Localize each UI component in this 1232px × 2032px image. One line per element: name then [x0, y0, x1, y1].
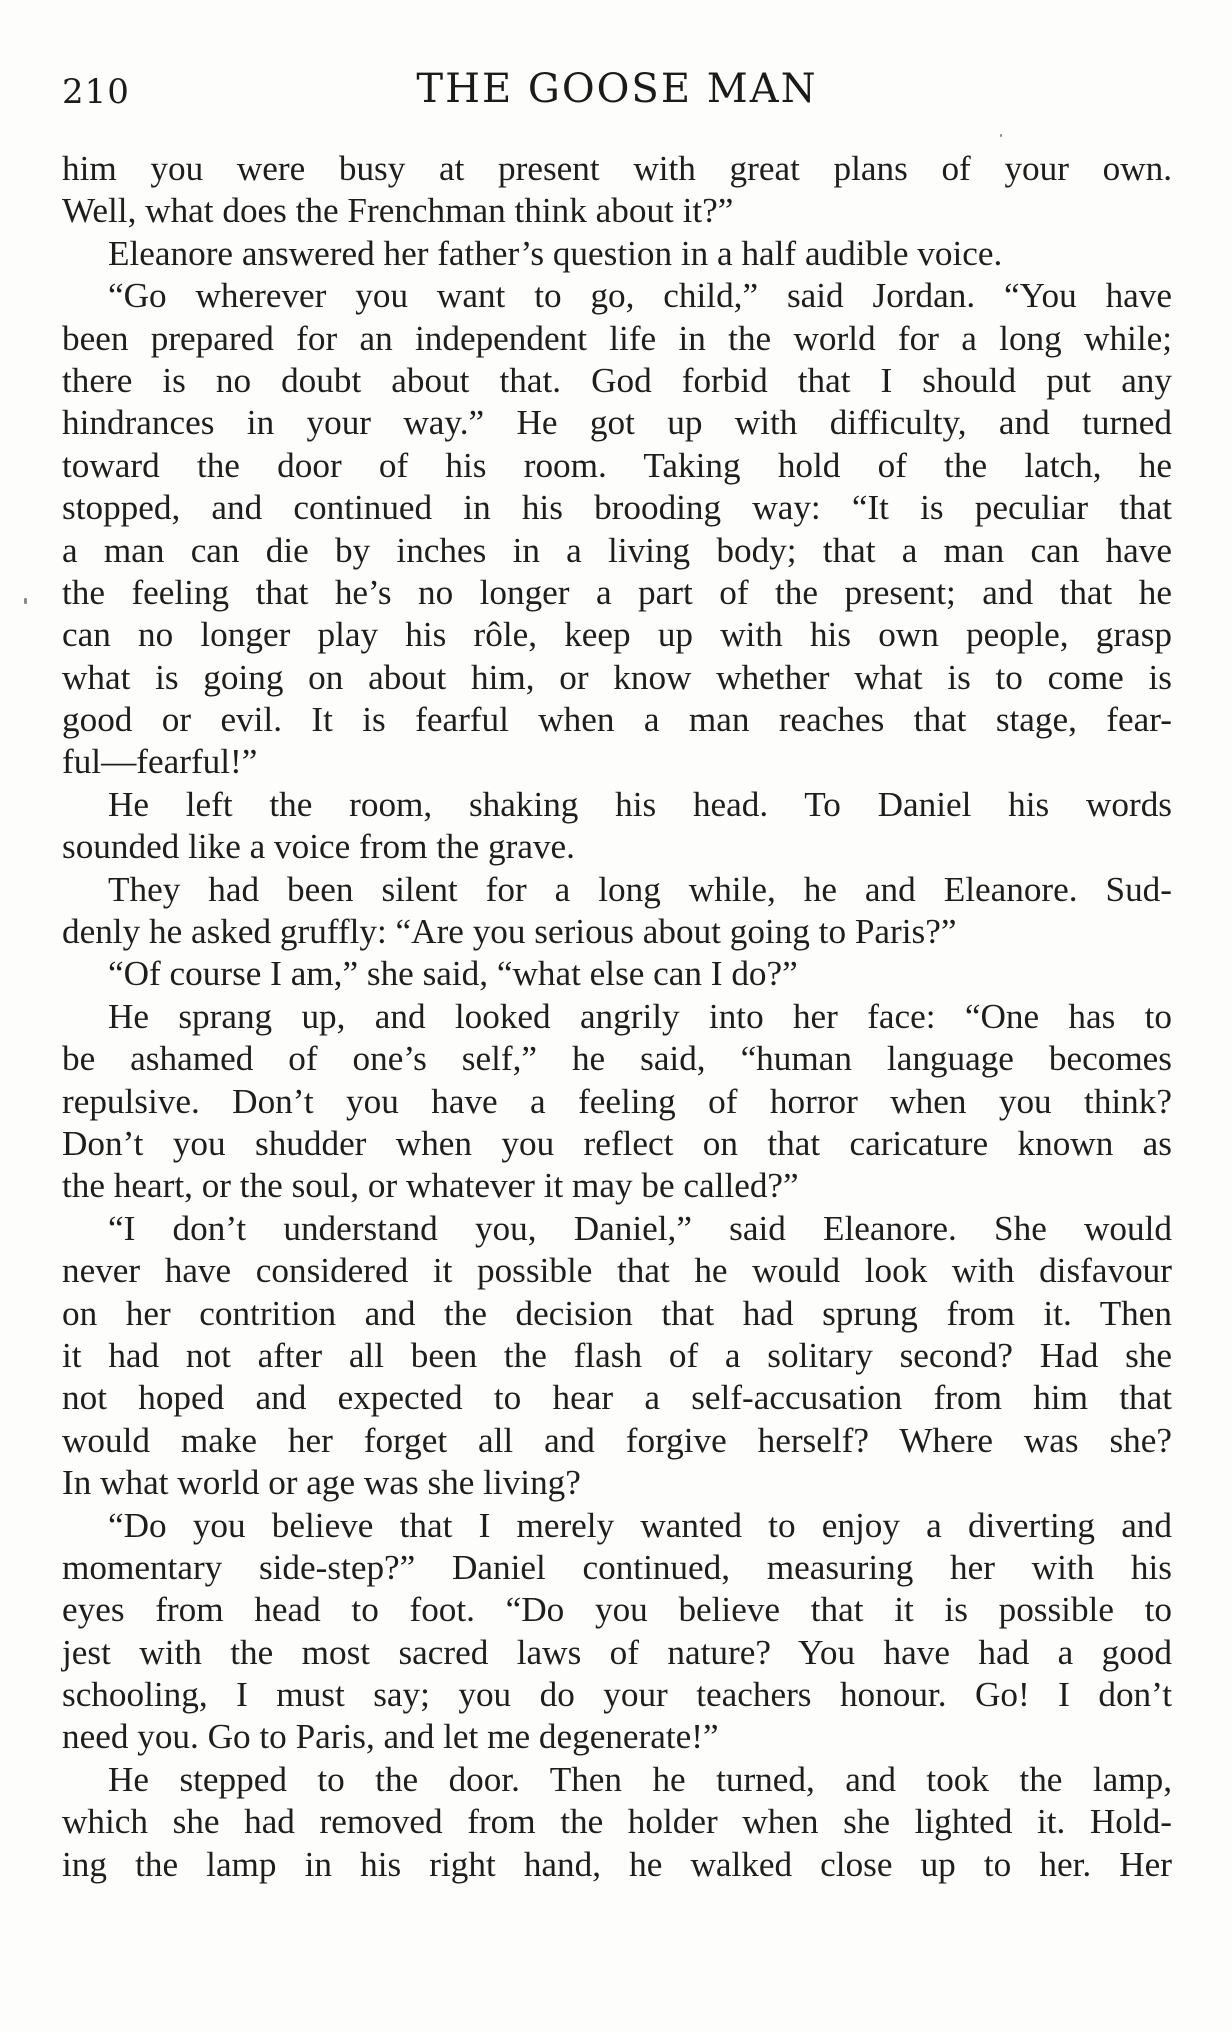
text-line: He sprang up, and looked angrily into her face: “One has to: [108, 996, 1172, 1036]
text-line: on her contrition and the decision that had sprung from it. Then: [62, 1293, 1172, 1333]
print-speck: [24, 598, 27, 604]
text-line: been prepared for an independent life in the world for a long while;: [62, 318, 1172, 358]
text-line: which she had removed from the holder when she lighted it. Hold-: [62, 1802, 1172, 1842]
text-line: denly he asked gruffly: “Are you serious about going to Paris?”: [62, 912, 957, 952]
text-line: He stepped to the door. Then he turned, and took the lamp,: [108, 1759, 1172, 1799]
text-line: hindrances in your way.” He got up with difficulty, and turned: [62, 403, 1172, 443]
text-line: would make her forget all and forgive herself? Where was she?: [62, 1420, 1172, 1460]
text-line: need you. Go to Paris, and let me degenerate!”: [62, 1717, 719, 1757]
text-line: can no longer play his rôle, keep up with his own people, grasp: [62, 615, 1172, 655]
body-text: [62, 148, 1172, 1886]
text-line: the heart, or the soul, or whatever it may be called?”: [62, 1166, 799, 1206]
text-line: Well, what does the Frenchman think about it?”: [62, 191, 734, 231]
text-line: “Do you believe that I merely wanted to enjoy a diverting and: [108, 1505, 1172, 1545]
text-line: toward the door of his room. Taking hold of the latch, he: [62, 445, 1172, 485]
text-line: schooling, I must say; you do your teachers honour. Go! I don’t: [62, 1675, 1172, 1715]
text-line: eyes from head to foot. “Do you believe that it is possible to: [62, 1590, 1172, 1630]
text-line: jest with the most sacred laws of nature? You have had a good: [62, 1632, 1172, 1672]
text-line: the feeling that he’s no longer a part of the present; and that he: [62, 572, 1172, 612]
text-line: ful—fearful!”: [62, 742, 258, 782]
text-line: Eleanore answered her father’s question in a half audible voice.: [108, 233, 1003, 273]
text-line: They had been silent for a long while, he and Eleanore. Sud-: [108, 869, 1172, 909]
print-speck: [1000, 134, 1002, 137]
text-line: what is going on about him, or know whether what is to come is: [62, 657, 1172, 697]
text-line: In what world or age was she living?: [62, 1463, 581, 1503]
text-line: repulsive. Don’t you have a feeling of horror when you think?: [62, 1081, 1172, 1121]
book-title: THE GOOSE MAN: [416, 66, 818, 112]
text-line: be ashamed of one’s self,” he said, “human language becomes: [62, 1039, 1172, 1079]
text-line: “Go wherever you want to go, child,” said Jordan. “You have: [108, 276, 1172, 316]
text-line: a man can die by inches in a living body; that a man can have: [62, 530, 1172, 570]
text-line: Don’t you shudder when you reflect on that caricature known as: [62, 1123, 1172, 1163]
text-line: it had not after all been the flash of a solitary second? Had she: [62, 1335, 1172, 1375]
text-line: not hoped and expected to hear a self-accusation from him that: [62, 1378, 1172, 1418]
text-line: never have considered it possible that he would look with disfavour: [62, 1251, 1172, 1291]
text-line: him you were busy at present with great plans of your own.: [62, 149, 1172, 188]
page-number: 210: [62, 72, 130, 112]
text-line: there is no doubt about that. God forbid that I should put any: [62, 360, 1172, 400]
text-line: stopped, and continued in his brooding way: “It is peculiar that: [62, 488, 1172, 528]
text-line: “I don’t understand you, Daniel,” said Eleanore. She would: [108, 1208, 1172, 1248]
text-line: “Of course I am,” she said, “what else can I do?”: [108, 954, 798, 994]
text-line: ing the lamp in his right hand, he walked close up to her. Her: [62, 1844, 1172, 1884]
text-line: sounded like a voice from the grave.: [62, 827, 575, 867]
text-line: He left the room, shaking his head. To Daniel his words: [108, 784, 1172, 824]
running-head: [62, 66, 1172, 126]
text-line: momentary side-step?” Daniel continued, measuring her with his: [62, 1547, 1172, 1587]
text-line: good or evil. It is fearful when a man reaches that stage, fear-: [62, 700, 1172, 740]
